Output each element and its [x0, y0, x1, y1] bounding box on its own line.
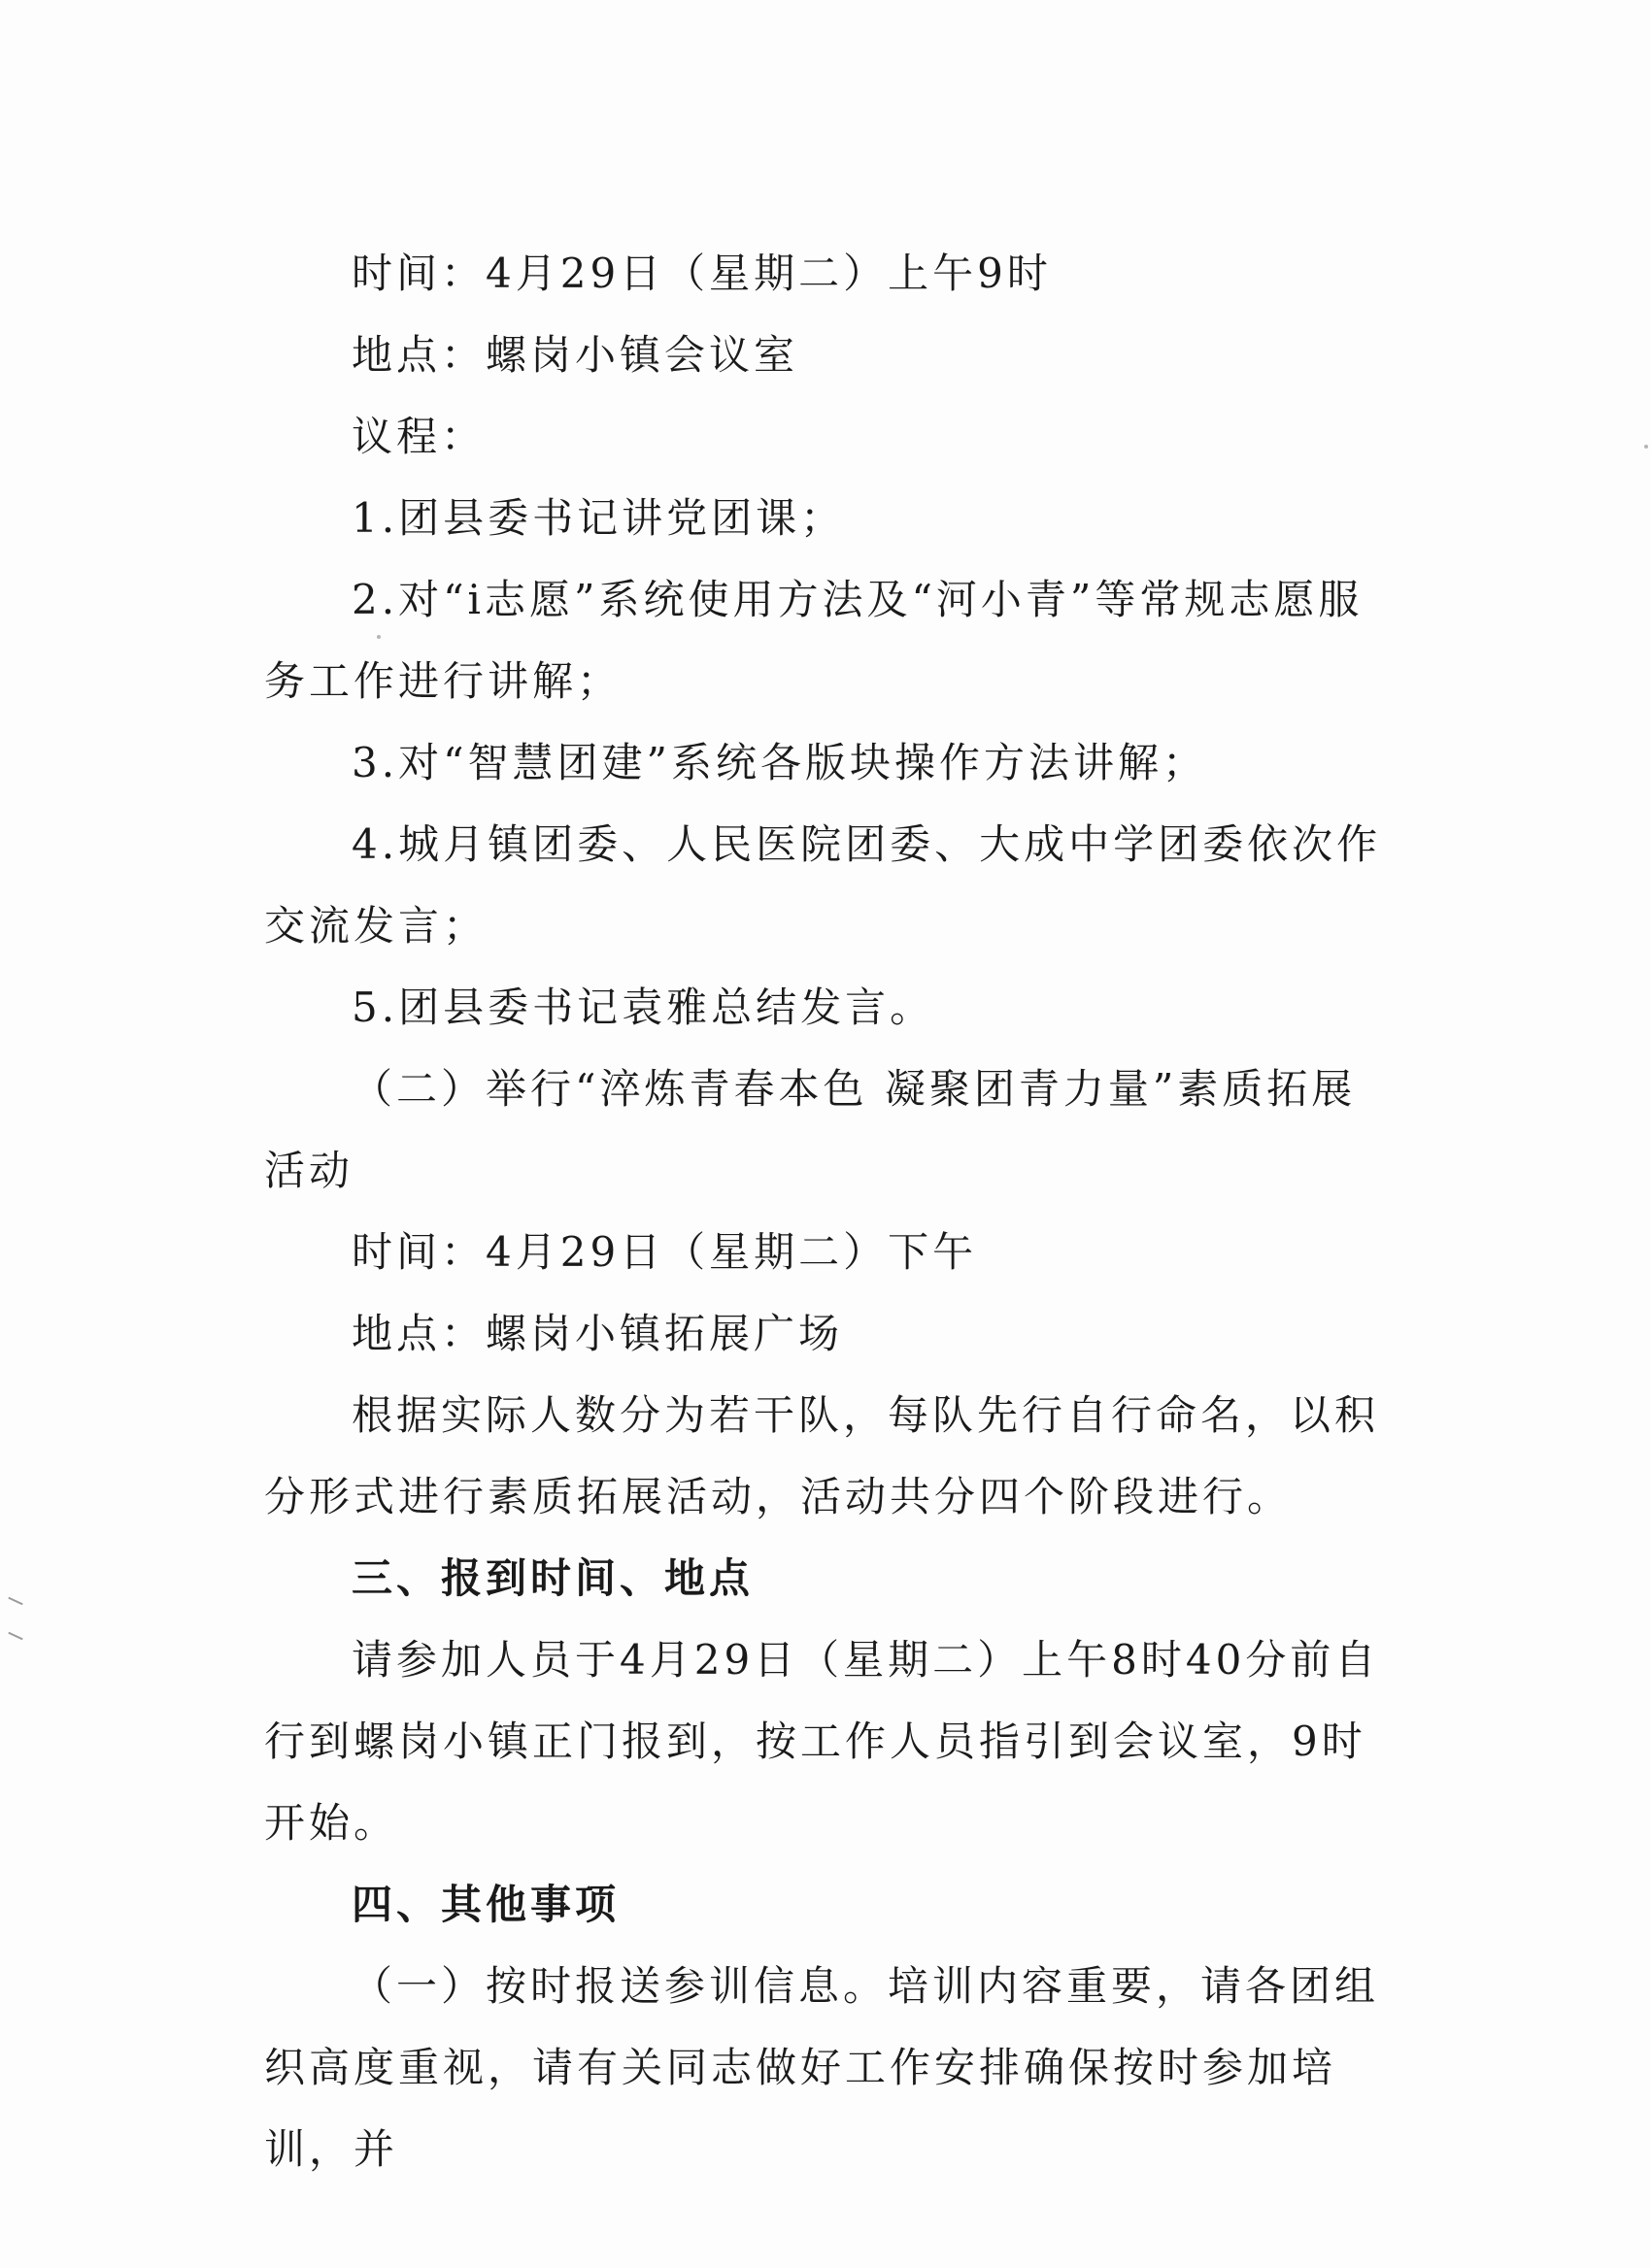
section-heading-4: 四、其他事项 — [352, 1881, 621, 1928]
registration-details: 请参加人员于4月29日（星期二）上午8时40分前自行到螺岗小镇正门报到，按工作人员指引到会议室，9时开始。 — [264, 1636, 1380, 1847]
other-matters-item-1: （一）按时报送参训信息。培训内容重要，请各团组织高度重视，请有关同志做好工作安排确保按时参加培训，并 — [264, 1962, 1380, 2173]
meeting-location: 地点：螺岗小镇会议室 — [352, 331, 799, 379]
agenda-item-5: 5.团县委书记袁雅总结发言。 — [352, 984, 935, 1031]
activity-time: 时间：4月29日（星期二）下午 — [352, 1228, 978, 1276]
document-body — [264, 233, 1391, 2190]
agenda-label: 议程： — [352, 413, 487, 460]
activity-location: 地点：螺岗小镇拓展广场 — [352, 1310, 844, 1357]
agenda-item-1: 1.团县委书记讲党团课； — [352, 494, 846, 542]
agenda-item-3: 3.对“智慧团建”系统各版块操作方法讲解； — [352, 739, 1208, 786]
agenda-item-4: 4.城月镇团委、人民医院团委、大成中学团委依次作交流发言； — [264, 820, 1382, 950]
activity-description: 根据实际人数分为若干队，每队先行自行命名，以积分形式进行素质拓展活动，活动共分四个阶段进行。 — [264, 1391, 1380, 1520]
agenda-item-2: 2.对“i志愿”系统使用方法及“河小青”等常规志愿服务工作进行讲解； — [264, 576, 1364, 705]
meeting-time: 时间：4月29日（星期二）上午9时 — [352, 250, 1052, 297]
section-heading-3: 三、报到时间、地点 — [352, 1554, 755, 1602]
scan-artifact-dot — [377, 635, 381, 639]
scan-artifact-dot — [1644, 445, 1648, 449]
scan-artifact-mark — [8, 1597, 22, 1606]
scan-artifact-mark — [8, 1632, 22, 1641]
activity-subheading: （二）举行“淬炼青春本色 凝聚团青力量”素质拓展活动 — [264, 1065, 1357, 1194]
